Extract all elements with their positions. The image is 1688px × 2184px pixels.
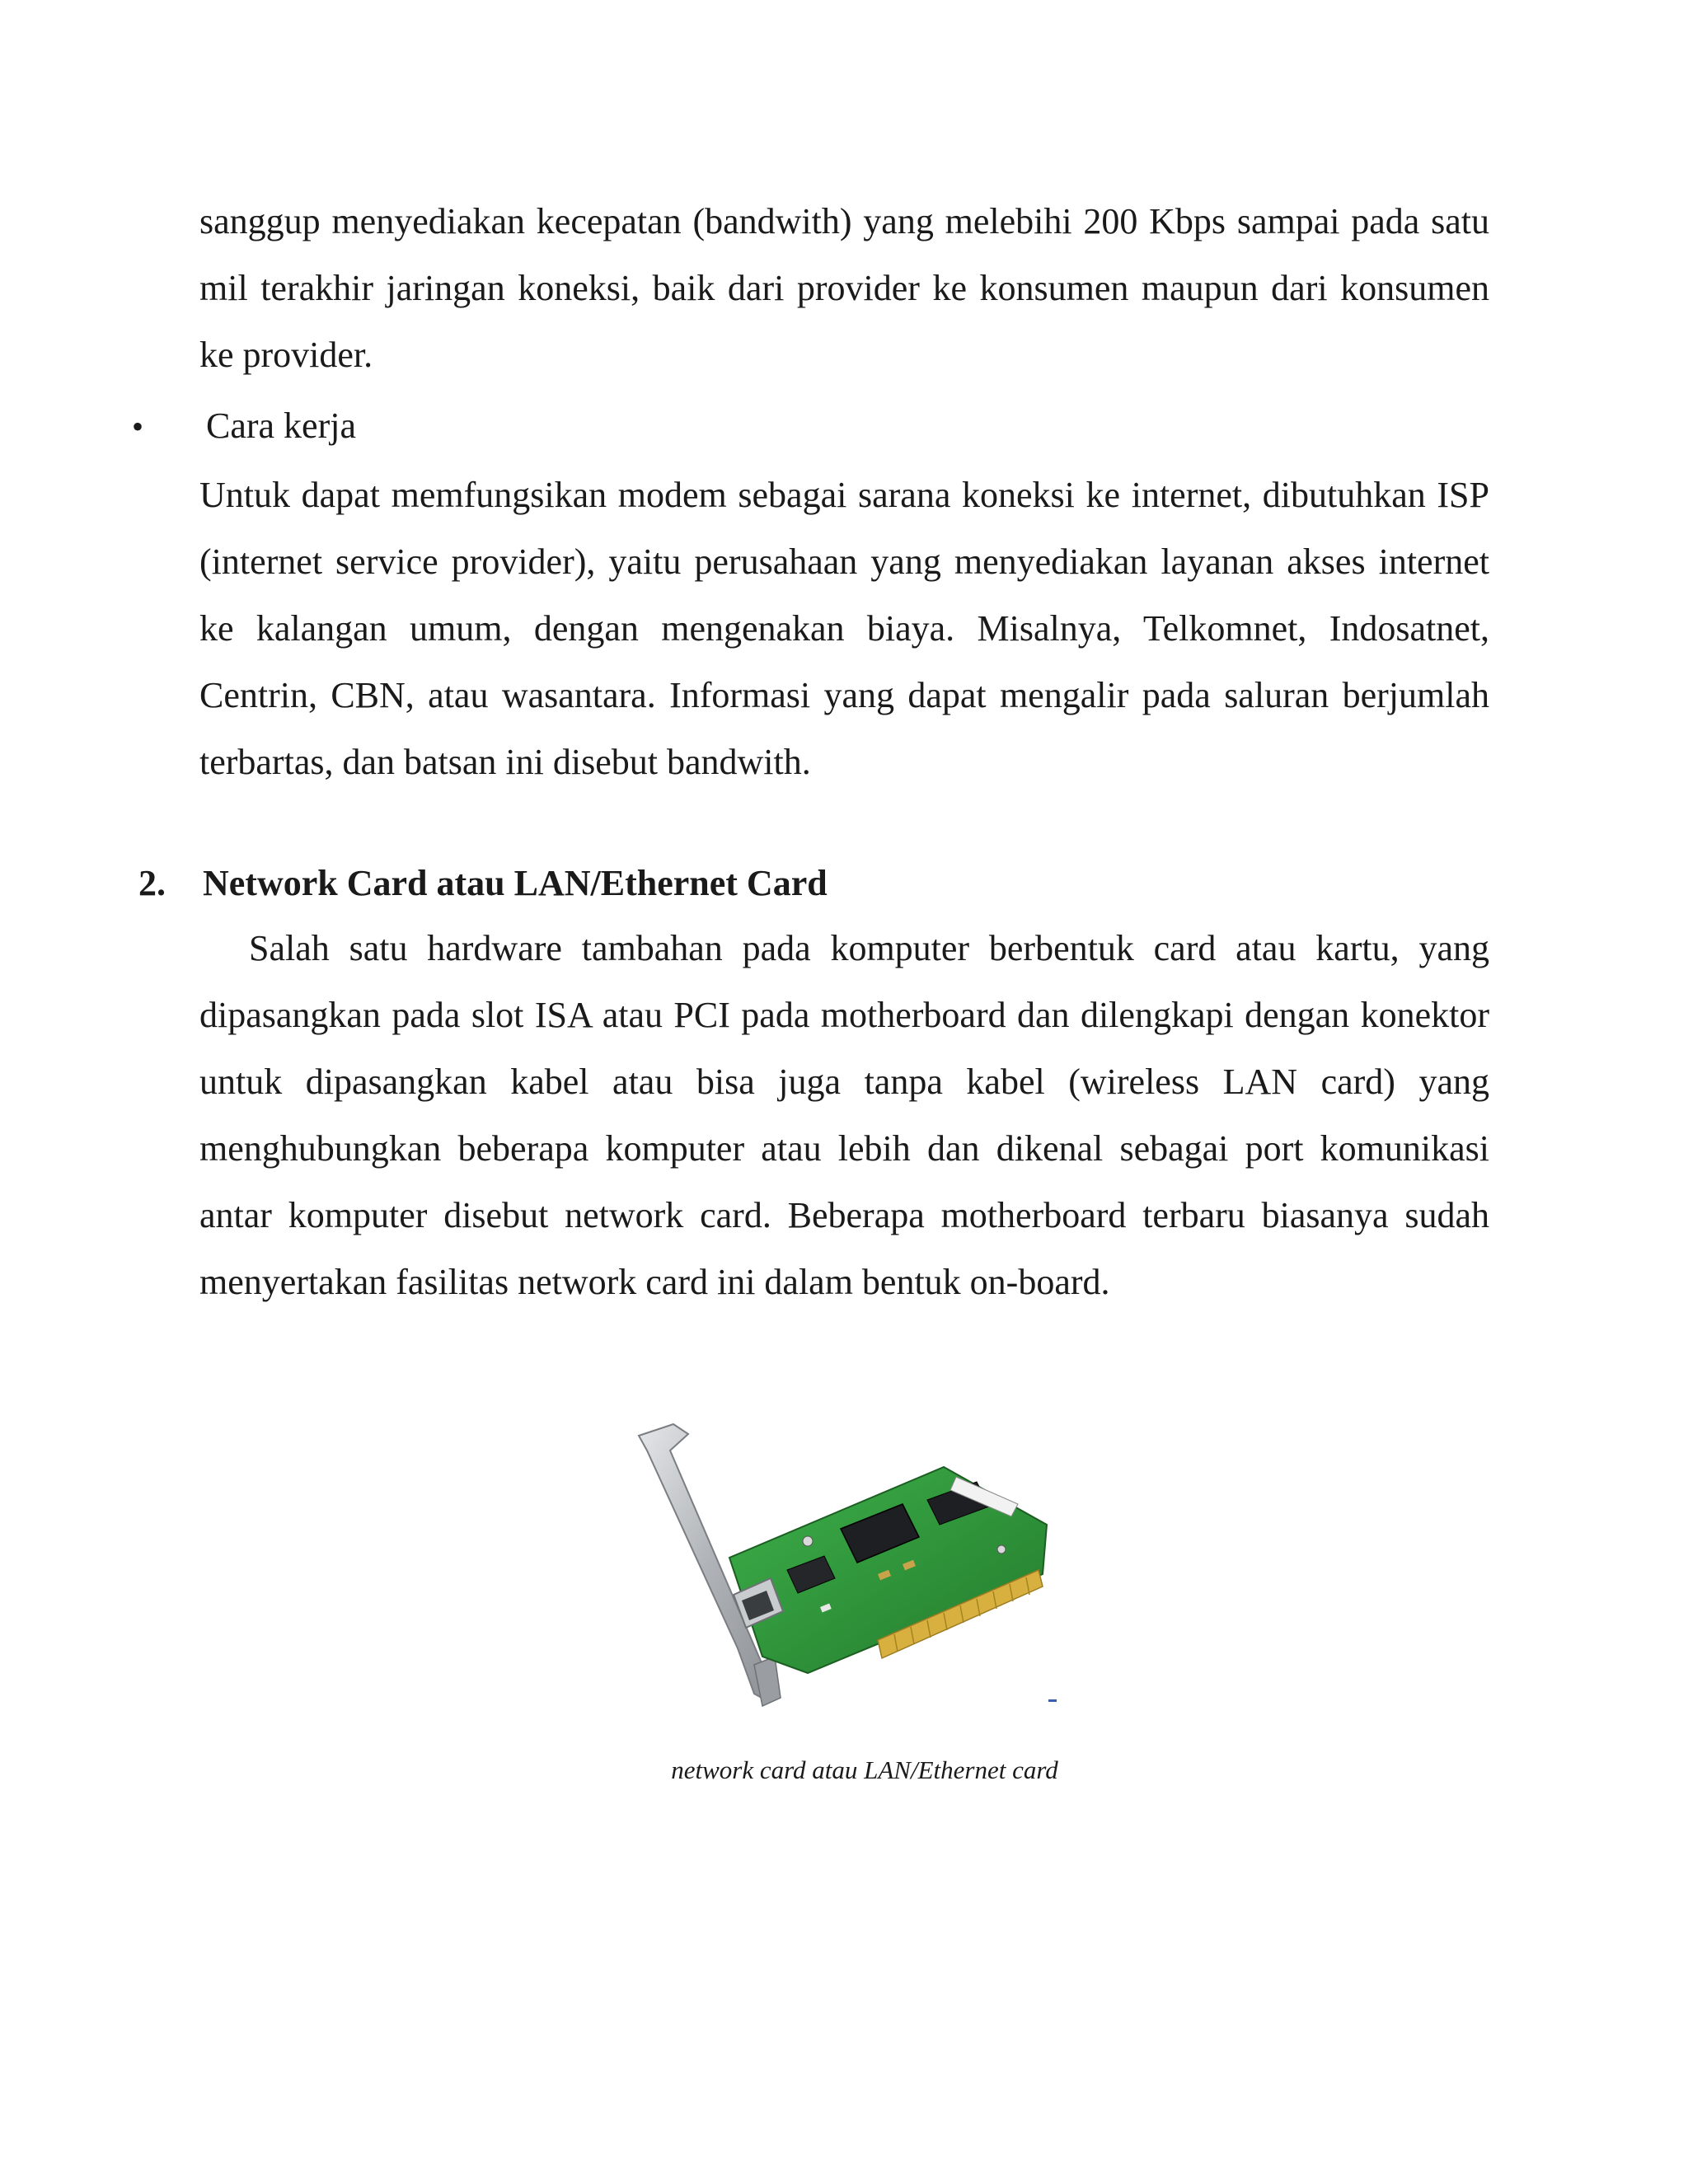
section-title: Network Card atau LAN/Ethernet Card <box>203 863 828 903</box>
section-heading <box>138 850 828 916</box>
paragraph-bandwidth: sanggup menyediakan kecepatan (bandwith) yang melebihi 200 Kbps sampai pada satu mil terakhir jaringan koneksi, baik dari provider ke konsumen maupun dari konsumen ke provider. <box>199 201 1489 375</box>
network-card-icon <box>631 1418 1059 1727</box>
paragraph-network-card: Salah satu hardware tambahan pada komputer berbentuk card atau kartu, yang dipasangkan pada slot ISA atau PCI pada motherboard dan dilengkapi dengan konektor untuk dipasangkan kabel atau bisa juga tanpa kabel (wireless LAN card) yang menghubungkan beberapa komputer atau lebih dan dikenal sebagai port komunikasi antar komputer disebut network card. Beberapa motherboard terbaru biasanya sudah menyertakan fasilitas network card ini dalam bentuk on-board. <box>199 928 1489 1302</box>
figure-caption: network card atau LAN/Ethernet card <box>671 1755 1058 1784</box>
network-card-image <box>631 1418 1059 1727</box>
figure-link-mark <box>1048 1699 1057 1702</box>
bullet-label: Cara kerja <box>206 405 356 446</box>
bullet-item-cara-kerja <box>132 392 356 460</box>
paragraph-cara-kerja: Untuk dapat memfungsikan modem sebagai sarana koneksi ke internet, dibutuhkan ISP (internet service provider), yaitu perusahaan yang menyediakan layanan akses internet ke kalangan umum, dengan mengenakan biaya. Misalnya, Telkomnet, Indosatnet, Centrin, CBN, atau wasantara. Informasi yang dapat mengalir pada saluran berjumlah terbartas, dan batsan ini disebut bandwith. <box>199 475 1489 782</box>
section-number: 2. <box>138 863 166 903</box>
bullet-icon: • <box>132 408 144 445</box>
